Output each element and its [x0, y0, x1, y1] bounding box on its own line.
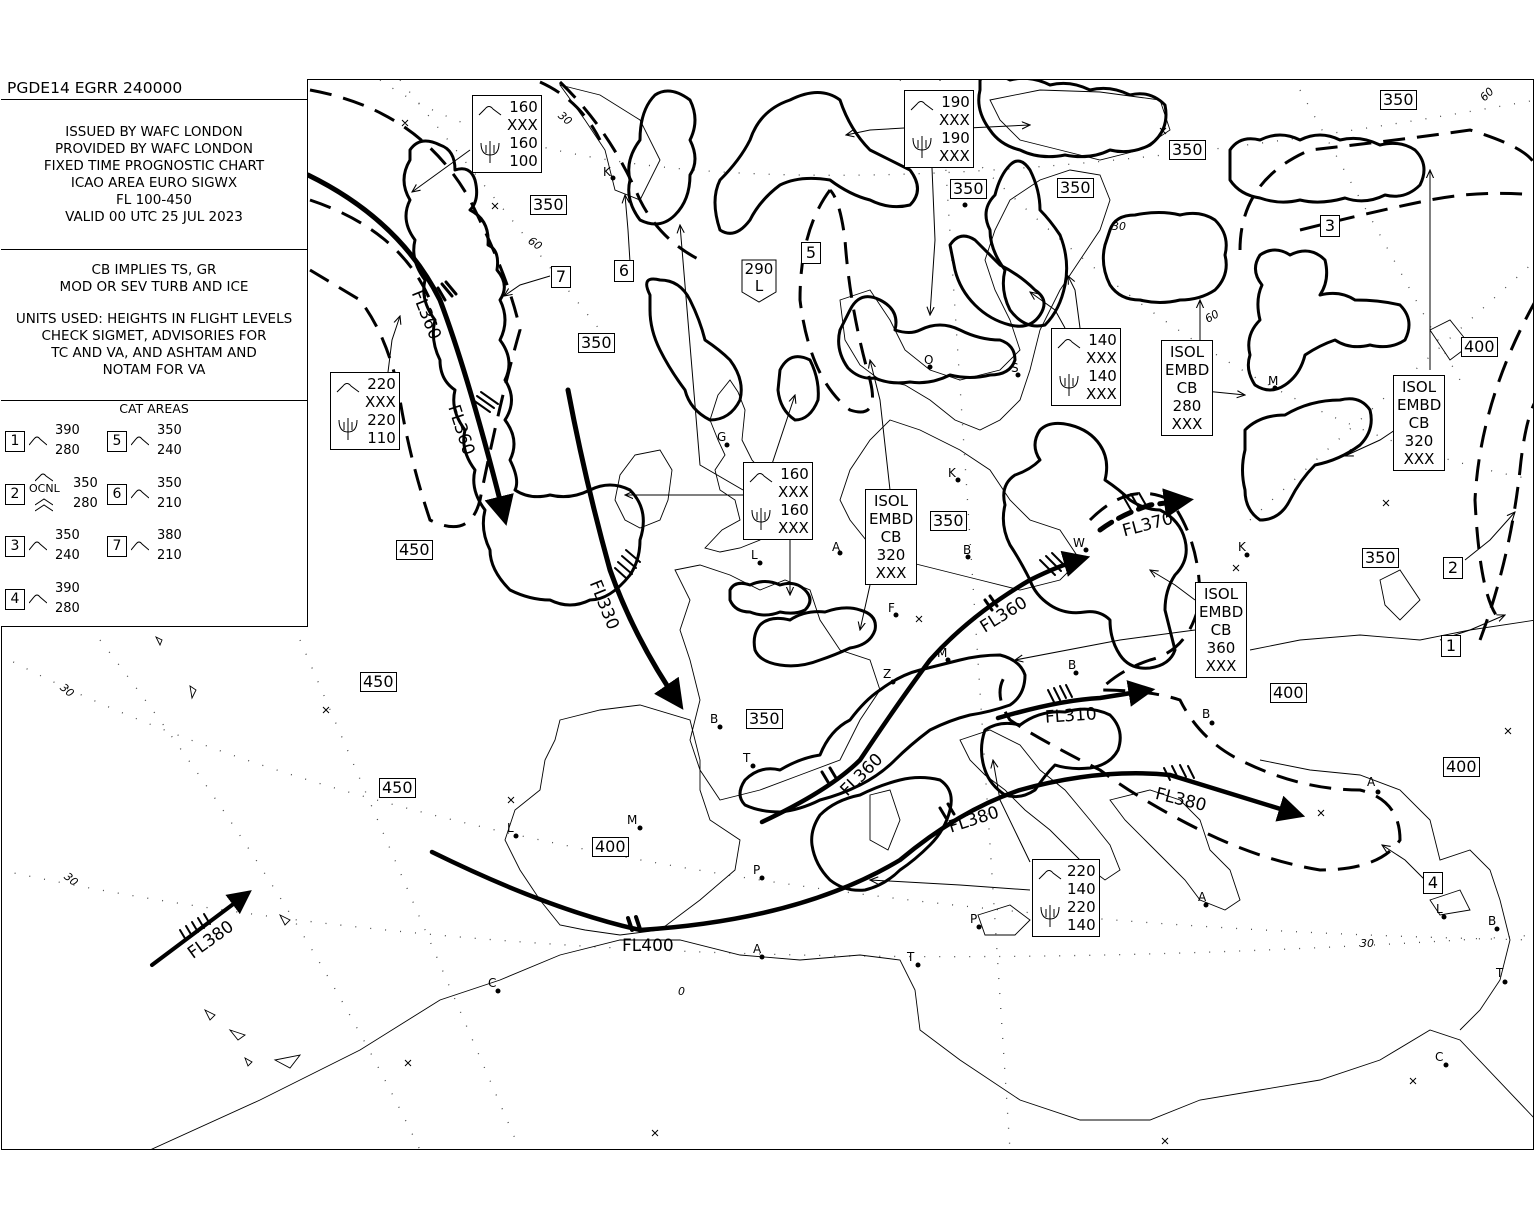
tropopause-level: 350	[950, 179, 987, 199]
tropopause-level: 400	[592, 837, 629, 857]
city-label: A	[832, 540, 841, 554]
turb-base: XXX	[507, 116, 538, 134]
turbulence-icon	[35, 472, 53, 482]
turb-ice-icon	[909, 96, 935, 160]
jet-label: FL400	[622, 936, 674, 956]
cat-base: 280	[55, 443, 80, 458]
tropopause-level: 400	[1461, 337, 1498, 357]
city-label: A	[1367, 775, 1376, 789]
jet-label: FL380	[1153, 784, 1209, 816]
turb-top: 160	[509, 98, 538, 116]
tropopause-low-value: 290	[744, 260, 774, 278]
tropopause-level: 350	[1169, 140, 1206, 160]
cb-label: CB	[1210, 621, 1232, 639]
turb-ice-icon	[477, 101, 503, 165]
lat-label: 30	[555, 109, 575, 128]
city-label: F	[888, 601, 895, 615]
lat-label: 30	[1112, 220, 1126, 233]
turb-base: XXX	[1086, 349, 1117, 367]
cat-area-marker-4: 4	[1423, 872, 1443, 894]
note-line: TC AND VA, AND ASHTAM AND	[51, 345, 257, 361]
cat-area-id: 2	[5, 484, 25, 505]
tropopause-level: 350	[530, 195, 567, 215]
city-label: G	[717, 430, 727, 444]
city-label: K	[948, 466, 956, 480]
ice-base: 100	[509, 152, 538, 170]
cat-areas-title: CAT AREAS	[119, 401, 189, 416]
turb-top: 160	[780, 465, 809, 483]
cb-base: XXX	[1205, 657, 1237, 675]
turbulence-icon	[131, 435, 149, 447]
note-line: UNITS USED: HEIGHTS IN FLIGHT LEVELS	[15, 311, 293, 327]
turb-ice-icon	[748, 468, 774, 532]
cb-type: EMBD	[1165, 361, 1210, 379]
cb-info-box	[865, 489, 917, 585]
tropopause-level: 400	[1270, 683, 1307, 703]
tropopause-level: 350	[930, 511, 967, 531]
cb-info-box	[1393, 375, 1445, 471]
cb-top: 280	[1172, 397, 1202, 415]
lat-label: 0	[678, 985, 685, 998]
city-label: M	[1268, 374, 1279, 388]
city-label: T	[743, 751, 751, 765]
ice-base: 140	[1067, 916, 1096, 934]
cat-area-marker-5: 5	[801, 242, 821, 264]
city-label: B	[1068, 658, 1077, 672]
tropopause-level: 400	[1443, 757, 1480, 777]
cb-top: 360	[1206, 639, 1236, 657]
city-label: W	[1073, 536, 1085, 550]
turb-ice-box	[330, 372, 400, 450]
cat-base: 280	[73, 496, 98, 511]
cb-label: CB	[1408, 414, 1430, 432]
cat-base: 240	[55, 548, 80, 563]
turb-ice-icon	[1037, 865, 1063, 929]
cat-top: 350	[157, 476, 182, 491]
cat-area-id: 6	[107, 484, 127, 505]
cat-top: 380	[157, 528, 182, 543]
ice-base: XXX	[1086, 385, 1117, 403]
lat-label: 60	[1202, 307, 1222, 326]
ice-base: XXX	[778, 519, 809, 537]
cb-coverage: ISOL	[873, 492, 909, 510]
cb-base: XXX	[1403, 450, 1435, 468]
turb-base: XXX	[778, 483, 809, 501]
turbulence-icon	[29, 435, 47, 447]
cb-base: XXX	[1171, 415, 1203, 433]
cb-coverage: ISOL	[1401, 378, 1437, 396]
turbulence-icon	[131, 540, 149, 552]
tropopause-low	[740, 258, 778, 296]
ice-base: 110	[367, 429, 396, 447]
cat-area-id: 7	[107, 536, 127, 557]
turb-ice-icon	[1056, 334, 1082, 398]
issuer-block	[1, 100, 307, 250]
turb-top: 220	[367, 375, 396, 393]
cat-base: 210	[157, 496, 182, 511]
cat-ocnl: OCNL	[29, 482, 60, 495]
tropopause-level: 350	[578, 333, 615, 353]
ice-top: 160	[509, 134, 538, 152]
lat-label: 30	[57, 681, 77, 700]
cat-area-id: 5	[107, 431, 127, 452]
ice-base: XXX	[939, 147, 970, 165]
jet-label: FL380	[184, 916, 238, 964]
cat-area-marker-1: 1	[1441, 635, 1461, 657]
chart-id: PGDE14 EGRR 240000	[1, 79, 307, 100]
cat-base: 210	[157, 548, 182, 563]
lat-label: 60	[525, 234, 545, 253]
turb-ice-icon	[335, 378, 361, 442]
cat-area-marker-2: 2	[1443, 557, 1463, 579]
turbulence-icon	[131, 488, 149, 500]
cat-area-marker-6: 6	[614, 260, 634, 282]
tropopause-level: 450	[379, 778, 416, 798]
severe-turbulence-icon	[35, 498, 53, 512]
notes-block	[1, 250, 307, 401]
cb-type: EMBD	[1199, 603, 1244, 621]
city-label: L	[751, 548, 758, 562]
ice-top: 220	[367, 411, 396, 429]
city-label: A	[1198, 890, 1207, 904]
tropopause-level: 450	[396, 540, 433, 560]
turb-base: 140	[1067, 880, 1096, 898]
turbulence-icon	[29, 540, 47, 552]
cb-top: 320	[876, 546, 906, 564]
cb-label: CB	[1176, 379, 1198, 397]
tropopause-level: 350	[746, 709, 783, 729]
cb-coverage: ISOL	[1169, 343, 1205, 361]
turb-top: 140	[1088, 331, 1117, 349]
turbulence-icon	[29, 593, 47, 605]
tropopause-level: 350	[1380, 90, 1417, 110]
cat-area-id: 3	[5, 536, 25, 557]
cb-coverage: ISOL	[1203, 585, 1239, 603]
city-label: K	[603, 165, 611, 179]
turb-ice-box	[1032, 859, 1100, 937]
tropopause-low-label: L	[754, 277, 764, 295]
jet-label: FL380	[946, 802, 1002, 838]
city-label: T	[907, 950, 915, 964]
cat-area-id: 1	[5, 431, 25, 452]
city-label: M	[937, 646, 948, 660]
cb-info-box	[1195, 582, 1247, 678]
turb-top: 190	[941, 93, 970, 111]
cb-top: 320	[1404, 432, 1434, 450]
city-label: O	[924, 353, 934, 367]
turb-ice-box	[743, 462, 813, 540]
jet-label: FL360	[836, 749, 888, 801]
city-label: T	[1496, 966, 1504, 980]
issuer-line: PROVIDED BY WAFC LONDON	[54, 141, 253, 157]
issuer-line: ICAO AREA EURO SIGWX	[70, 175, 238, 191]
jet-label: FL360	[976, 592, 1032, 638]
turb-base: XXX	[365, 393, 396, 411]
ice-top: 140	[1088, 367, 1117, 385]
note-line: CB IMPLIES TS, GR	[91, 262, 217, 278]
note-line: MOD OR SEV TURB AND ICE	[59, 279, 249, 295]
cb-type: EMBD	[1397, 396, 1442, 414]
city-label: B	[963, 543, 972, 557]
jet-label: FL360	[443, 402, 479, 458]
tropopause-level: 350	[1362, 548, 1399, 568]
city-label: C	[488, 976, 497, 990]
city-label: K	[1238, 540, 1246, 554]
turb-top: 220	[1067, 862, 1096, 880]
cb-type: EMBD	[869, 510, 914, 528]
issuer-line: FIXED TIME PROGNOSTIC CHART	[43, 158, 265, 174]
turb-ice-box	[1051, 328, 1121, 406]
note-line: NOTAM FOR VA	[102, 362, 206, 378]
jet-label: FL310	[1044, 704, 1098, 728]
issuer-line: ISSUED BY WAFC LONDON	[65, 124, 243, 140]
lat-label: 60	[1477, 84, 1497, 105]
cat-base: 240	[157, 443, 182, 458]
tropopause-level: 350	[1057, 178, 1094, 198]
city-label: S	[1011, 361, 1019, 375]
ice-top: 190	[941, 129, 970, 147]
cat-area-marker-3: 3	[1320, 215, 1340, 237]
ice-top: 220	[1067, 898, 1096, 916]
cat-area-id: 4	[5, 589, 25, 610]
turb-ice-box	[472, 95, 542, 173]
cat-top: 350	[55, 528, 80, 543]
city-label: P	[753, 863, 761, 877]
cat-top: 350	[73, 476, 98, 491]
legend-panel	[1, 79, 308, 627]
city-label: L	[507, 821, 514, 835]
cat-top: 390	[55, 423, 80, 438]
ice-top: 160	[780, 501, 809, 519]
lat-label: 30	[61, 870, 81, 889]
issuer-line: FL 100-450	[116, 192, 192, 208]
city-label: L	[1436, 902, 1443, 916]
cb-label: CB	[880, 528, 902, 546]
cb-info-box	[1161, 340, 1213, 436]
city-label: C	[1435, 1050, 1444, 1064]
jet-label: FL360	[406, 287, 445, 343]
city-label: Z	[883, 667, 892, 681]
jet-label: FL370	[1120, 508, 1176, 542]
cat-top: 350	[157, 423, 182, 438]
issuer-line: VALID 00 UTC 25 JUL 2023	[65, 209, 243, 225]
city-label: B	[1202, 707, 1211, 721]
tropopause-level: 450	[360, 672, 397, 692]
note-line: CHECK SIGMET, ADVISORIES FOR	[41, 328, 267, 344]
note-spacer	[7, 296, 301, 311]
city-label: A	[753, 942, 762, 956]
turb-base: XXX	[939, 111, 970, 129]
jet-label: FL330	[584, 577, 623, 633]
city-label: M	[627, 813, 638, 827]
cat-top: 390	[55, 581, 80, 596]
turb-ice-box	[904, 90, 974, 168]
cb-base: XXX	[875, 564, 907, 582]
cat-area-marker-7: 7	[551, 266, 571, 288]
city-label: B	[710, 712, 719, 726]
cat-base: 280	[55, 601, 80, 616]
city-label: B	[1488, 914, 1497, 928]
city-label: P	[970, 912, 978, 926]
lat-label: 30	[1360, 937, 1374, 950]
